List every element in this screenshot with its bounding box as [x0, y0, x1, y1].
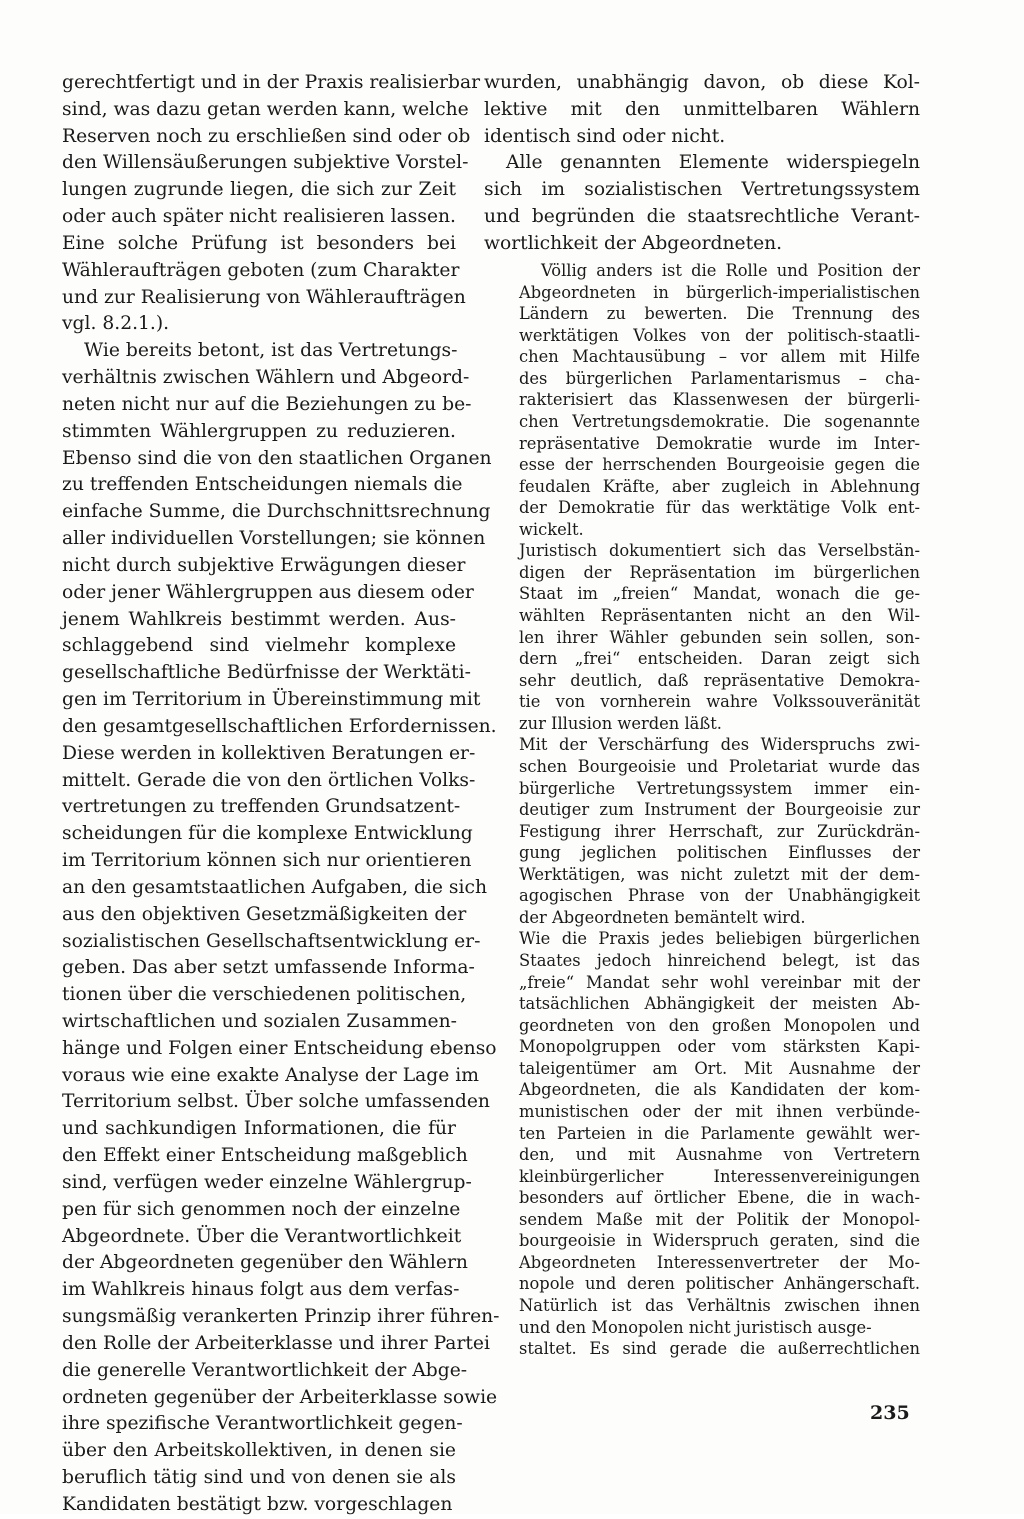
text-line: tionen über die verschiedenen politischen, [62, 984, 467, 1006]
text-line: Alle genannten Elemente widerspiegeln [506, 152, 920, 174]
text-line: nicht durch subjektive Erwägungen dieser [62, 554, 466, 576]
text-line: Wähleraufträgen geboten (zum Charakter [62, 259, 460, 281]
text-line: Territorium selbst. Über solche umfassenden [62, 1091, 490, 1113]
text-line: scheidungen für die komplexe Entwicklung [62, 823, 473, 845]
text-line: taleigentümer am Ort. Mit Ausnahme der [519, 1058, 920, 1078]
text-line: im Wahlkreis hinaus folgt aus dem verfas- [62, 1279, 460, 1301]
text-line: gerechtfertigt und in der Praxis realisierbar [62, 72, 481, 93]
text-line: wurden, unabhängig davon, ob diese Kol- [484, 72, 920, 93]
text-line: sind, was dazu getan werden kann, welche [62, 98, 469, 120]
text-line: Ländern zu bewerten. Die Trennung des [519, 304, 920, 324]
text-line: den gesamtgesellschaftlichen Erfordernissen. [62, 715, 497, 737]
text-line: chen Vertretungsdemokratie. Die sogenannte [519, 411, 920, 431]
text-line: sozialistischen Gesellschaftsentwicklung er- [62, 930, 481, 952]
text-line: wählten Repräsentanten nicht an den Wil- [519, 606, 920, 625]
text-line: agogischen Phrase von der Unabhängigkeit [519, 886, 920, 906]
right-column [484, 70, 920, 1359]
text-line: nopole und deren politischer Anhängerschaft. [519, 1274, 920, 1294]
text-line: Juristisch dokumentiert sich das Verselbstän- [519, 541, 920, 561]
text-line: aller individuellen Vorstellungen; sie können [62, 528, 486, 550]
text-line: ordneten gegenüber der Arbeiterklasse sowie [62, 1386, 498, 1408]
text-line: den Effekt einer Entscheidung maßgeblich [62, 1145, 468, 1167]
text-line: Eine solche Prüfung ist besonders bei [62, 232, 456, 254]
text-line: verhältnis zwischen Wählern und Abgeord- [62, 367, 470, 389]
right-column-main-text [484, 70, 920, 258]
text-line: Wie die Praxis jedes beliebigen bürgerlichen [519, 929, 920, 949]
text-line: aus den objektiven Gesetzmäßigkeiten der [62, 903, 467, 925]
text-line: vgl. 8.2.1.). [62, 313, 170, 335]
text-line: schen Bourgeoisie und Proletariat wurde das [519, 756, 920, 776]
text-line: munistischen oder der mit ihnen verbünde- [519, 1101, 920, 1121]
text-line: Festigung ihrer Herrschaft, zur Zurückdrän- [519, 821, 920, 841]
text-line: staltet. Es sind gerade die außerrechtlichen [519, 1339, 920, 1359]
text-line: deutiger zum Instrument der Bourgeoisie zur [519, 800, 920, 820]
text-line: neten nicht nur auf die Beziehungen zu be- [62, 393, 472, 415]
text-line: sehr deutlich, daß repräsentative Demokra- [519, 670, 920, 690]
text-line: den Willensäußerungen subjektive Vorstel- [62, 152, 469, 174]
text-line: besonders auf örtlicher Ebene, die in wach- [519, 1188, 920, 1208]
text-line: Werktätigen, was nicht zuletzt mit der dem- [519, 864, 920, 884]
text-line: der Abgeordneten bemäntelt wird. [519, 907, 806, 927]
text-line: pen für sich genommen noch der einzelne [62, 1198, 461, 1220]
text-line: über den Arbeitskollektiven, in denen sie [62, 1440, 456, 1462]
text-line: geordneten von den großen Monopolen und [519, 1015, 920, 1035]
text-line: bourgeoisie in Widerspruch geraten, sind die [519, 1231, 920, 1251]
text-line: Abgeordneten, die als Kandidaten der kom- [519, 1080, 920, 1100]
text-line: den, und mit Ausnahme von Vertretern [519, 1145, 920, 1165]
text-line: Abgeordneten Interessenvertreter der Mo- [519, 1252, 920, 1272]
text-line: schlaggebend sind vielmehr komplexe [62, 635, 456, 657]
text-line: der Demokratie für das werktätige Volk ent- [519, 498, 920, 518]
text-line: einfache Summe, die Durchschnittsrechnung [62, 501, 491, 523]
text-line: gesellschaftliche Bedürfnisse der Werktäti- [62, 662, 471, 684]
text-line: und den Monopolen nicht juristisch ausge- [519, 1317, 872, 1337]
text-line: zu treffenden Entscheidungen niemals die [62, 474, 463, 496]
text-line: len ihrer Wähler gebunden sein sollen, son- [519, 627, 920, 647]
text-line: Abgeordnete. Über die Verantwortlichkeit [62, 1225, 462, 1247]
text-line: Völlig anders ist die Rolle und Position der [541, 261, 920, 280]
text-line: Natürlich ist das Verhältnis zwischen ihnen [519, 1296, 920, 1315]
text-line: wirtschaftlichen und sozialen Zusammen- [62, 1010, 457, 1032]
text-line: feudalen Kräfte, aber zugleich in Ablehnung [519, 476, 920, 496]
text-line: sich im sozialistischen Vertretungssystem [484, 179, 920, 201]
text-line: den Rolle der Arbeiterklasse und ihrer Partei [62, 1332, 490, 1354]
text-line: lektive mit den unmittelbaren Wählern [484, 98, 920, 120]
text-line: kleinbürgerlicher Interessenvereinigungen [519, 1166, 920, 1186]
page-number: 235 [870, 1402, 910, 1424]
text-line: oder auch später nicht realisieren lassen. [62, 206, 456, 228]
text-line: der Abgeordneten gegenüber den Wählern [62, 1252, 468, 1274]
text-line: an den gesamtstaatlichen Aufgaben, die sich [62, 876, 487, 898]
text-line: rakterisiert das Klassenwesen der bürgerli- [519, 390, 920, 410]
text-line: im Territorium können sich nur orientieren [62, 850, 472, 872]
text-line: Staates jedoch hinreichend belegt, ist das [519, 951, 920, 970]
text-line: sendem Maße mit der Politik der Monopol- [519, 1209, 920, 1229]
text-line: wickelt. [519, 519, 584, 539]
text-line: bürgerliche Vertretungssystem immer ein- [519, 778, 920, 798]
text-line: „freie“ Mandat sehr wohl vereinbar mit der [519, 972, 920, 992]
text-line: gen im Territorium in Übereinstimmung mit [62, 689, 481, 711]
text-line: mittelt. Gerade die von den örtlichen Volks- [62, 769, 476, 791]
text-line: digen der Repräsentation im bürgerlichen [519, 562, 920, 582]
text-line: Abgeordneten in bürgerlich-imperialistischen [519, 282, 920, 302]
text-line: tie von vornherein wahre Volkssouveränität [519, 692, 920, 712]
text-line: ihre spezifische Verantwortlichkeit gegen- [62, 1413, 463, 1435]
text-line: wortlichkeit der Abgeordneten. [484, 232, 783, 254]
text-line: oder jener Wählergruppen aus diesem oder [62, 581, 474, 603]
text-line: sungsmäßig verankerten Prinzip ihrer führen- [62, 1306, 500, 1328]
text-line: gung jeglichen politischen Einflusses der [519, 843, 920, 863]
text-line: identisch sind oder nicht. [484, 125, 726, 147]
text-line: Monopolgruppen oder vom stärksten Kapi- [519, 1037, 920, 1057]
text-line: die generelle Verantwortlichkeit der Abge- [62, 1359, 468, 1381]
text-line: jenem Wahlkreis bestimmt werden. Aus- [62, 608, 456, 630]
text-line: werktätigen Volkes von der politisch-staatli- [519, 325, 920, 345]
text-line: tatsächlichen Abhängigkeit der meisten Ab- [519, 994, 920, 1014]
text-line: vertretungen zu treffenden Grundsatzent- [62, 796, 461, 818]
text-line: repräsentative Demokratie wurde im Inter- [519, 433, 920, 453]
text-line: Ebenso sind die von den staatlichen Organen [62, 447, 492, 469]
text-line: geben. Das aber setzt umfassende Informa- [62, 957, 475, 979]
text-line: Wie bereits betont, ist das Vertretungs- [84, 340, 458, 362]
text-line: sind, verfügen weder einzelne Wählergrup- [62, 1171, 472, 1193]
text-line: beruflich tätig sind und von denen sie als [62, 1467, 456, 1489]
text-line: voraus wie eine exakte Analyse der Lage im [62, 1064, 479, 1086]
text-line: hänge und Folgen einer Entscheidung ebenso [62, 1037, 497, 1059]
text-line: zur Illusion werden läßt. [519, 713, 722, 733]
text-line: Kandidaten bestätigt bzw. vorgeschlagen [62, 1493, 453, 1515]
text-line: lungen zugrunde liegen, die sich zur Zeit [62, 179, 456, 201]
text-line: ten Parteien in die Parlamente gewählt wer- [519, 1123, 920, 1143]
text-line: und zur Realisierung von Wähleraufträgen [62, 286, 466, 308]
right-column-small-print [519, 260, 920, 1360]
left-column [62, 70, 500, 1519]
text-line: und begründen die staatsrechtliche Verant- [484, 206, 920, 228]
text-line: esse der herrschenden Bourgeoisie gegen die [519, 455, 920, 475]
text-line: Diese werden in kollektiven Beratungen er- [62, 742, 476, 764]
text-line: Mit der Verschärfung des Widerspruchs zwi- [519, 735, 920, 755]
text-line: chen Machtausübung – vor allem mit Hilfe [519, 347, 920, 367]
text-line: Staat im „freien“ Mandat, wonach die ge- [519, 584, 920, 604]
text-line: des bürgerlichen Parlamentarismus – cha- [519, 368, 920, 388]
text-line: Reserven noch zu erschließen sind oder ob [62, 125, 471, 147]
text-line: stimmten Wählergruppen zu reduzieren. [62, 420, 456, 442]
text-line: dern „frei“ entscheiden. Daran zeigt sich [519, 649, 920, 669]
text-line: und sachkundigen Informationen, die für [62, 1118, 456, 1140]
